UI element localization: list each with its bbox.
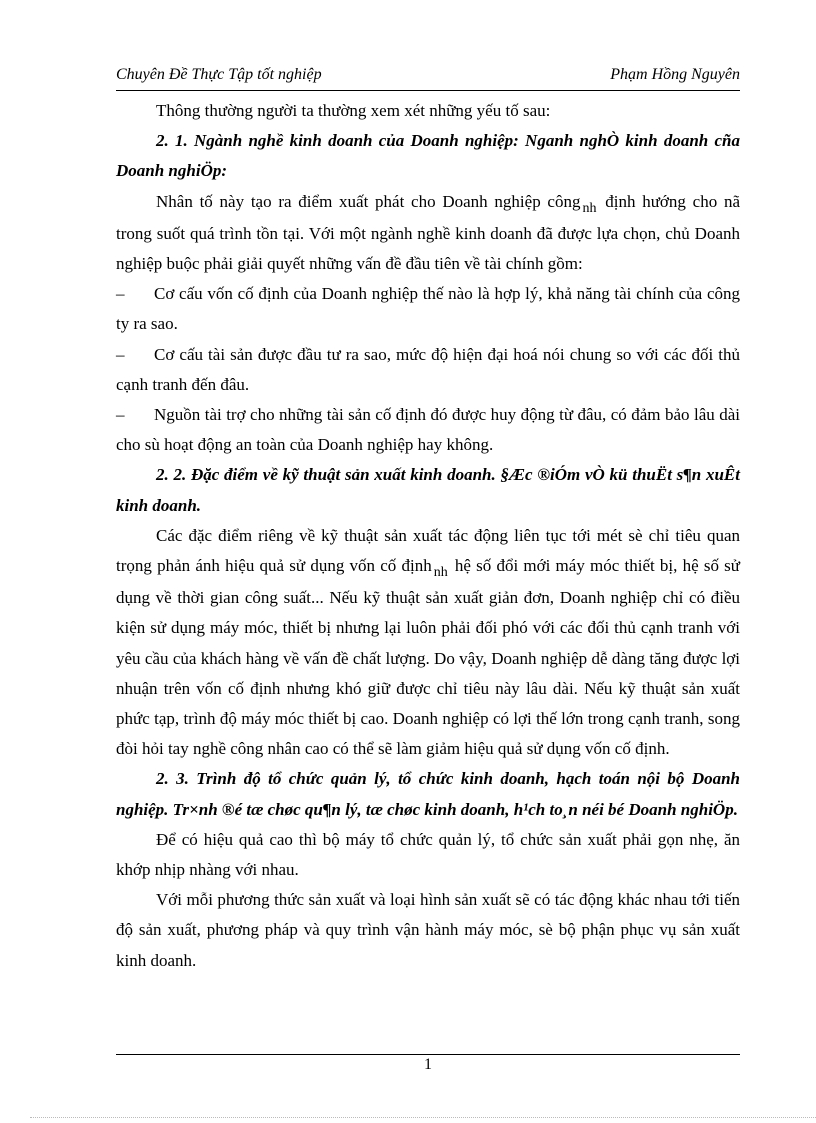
- paragraph-2-2: [116, 521, 740, 765]
- section-heading-2-3: 2. 3. Trình độ tổ chức quản lý, tổ chức kinh doanh, hạch toán nội bộ Doanh nghiệp. Tr×nh ®é tæ chøc qu¶n lý, tæ chøc kinh doanh, h¹ch to¸n néi bé Doanh nghiÖp.: [116, 769, 740, 819]
- subscript-fragment: nh: [433, 565, 448, 581]
- paragraph-2-3-b: Với mỗi phương thức sản xuất và loại hình sản xuất sẽ có tác động khác nhau tới tiến độ sản xuất, phương pháp và quy trình vận hành máy móc, sè bộ phận phục vụ sản xuất kinh doanh.: [116, 890, 740, 970]
- dash-marker: –: [116, 405, 125, 425]
- paragraph-text: Các đặc điểm riêng về kỹ thuật sản xuất tác động liên tục tới mét sè chỉ tiêu quan trọng phản ánh hiệu quả sử dụng vốn cố định: [116, 525, 740, 576]
- paragraph-text: hệ số đổi mới máy móc thiết bị, hệ số sử dụng về thời gian công suất... Nếu kỹ thuật sản xuất giản đơn, Doanh nghiệp chỉ có điều kiện sử dụng máy móc, thiết bị nhưng lại luôn phải đối phó với các đối thủ cạnh tranh với yêu cầu của khách hàng về vấn đề chất lượng. Do vậy, Doanh nghiệp dễ dàng tăng được lợi nhuận trên vốn cố định nhưng khó giữ được chỉ tiêu này lâu dài. Nếu kỹ thuật sản xuất phức tạp, trình độ máy móc thiết bị cao. Doanh nghiệp có lợi thế lớn trong cạnh tranh, song đòi hỏi tay nghề công nhân cao có thể sẽ làm giảm hiệu quả sử dụng vốn cố định.: [116, 556, 740, 759]
- intro-paragraph: Thông thường người ta thường xem xét những yếu tố sau:: [156, 101, 551, 120]
- paragraph-text: Nhân tố này tạo ra điểm xuất phát cho Doanh nghiệp công: [156, 191, 581, 211]
- page-number: 1: [424, 1056, 432, 1073]
- list-item-text: Nguồn tài trợ cho những tài sản cố định đó được huy động từ đâu, có đảm bảo lâu dài cho sù hoạt động an toàn của Doanh nghiệp hay không.: [116, 405, 740, 455]
- subscript-fragment: nh: [582, 200, 597, 216]
- header-author: Phạm Hồng Nguyên: [610, 66, 740, 83]
- list-item: [116, 340, 740, 400]
- header-title: Chuyên Đề Thực Tập tốt nghiệp: [116, 66, 322, 83]
- paragraph-2-1: [116, 187, 740, 280]
- section-heading-2-1: 2. 1. Ngành nghề kinh doanh của Doanh nghiệp: Nganh nghÒ kinh doanh cña Doanh nghiÖp:: [116, 131, 740, 181]
- list-item-text: Cơ cấu tài sản được đầu tư ra sao, mức độ hiện đại hoá nói chung so với các đối thủ cạnh tranh đến đâu.: [116, 344, 740, 394]
- paragraph-2-3-a: Để có hiệu quả cao thì bộ máy tổ chức quản lý, tổ chức sản xuất phải gọn nhẹ, ăn khớp nhịp nhàng với nhau.: [116, 829, 740, 880]
- dash-marker: –: [116, 344, 125, 364]
- section-heading-2-2: 2. 2. Đặc điểm về kỹ thuật sản xuất kinh doanh. §Æc ®iÓm vÒ kü thuËt s¶n xuÊt kinh doanh.: [116, 465, 740, 515]
- list-item-text: Cơ cấu vốn cố định của Doanh nghiệp thế nào là hợp lý, khả năng tài chính của công ty ra sao.: [116, 284, 740, 334]
- list-item: [116, 279, 740, 339]
- dash-marker: –: [116, 284, 125, 304]
- page-bottom-dotted-rule: [30, 1117, 816, 1118]
- page-header: [116, 66, 740, 91]
- list-item: [116, 400, 740, 460]
- paragraph-text: định hướng cho nã trong suốt quá trình tồn tại. Với một ngành nghề kinh doanh đã được lựa chọn, chủ Doanh nghiệp buộc phải giải quyết những vấn đề đầu tiên về tài chính gồm:: [116, 191, 740, 274]
- document-body: [116, 96, 740, 976]
- footer-rule: [116, 1054, 740, 1055]
